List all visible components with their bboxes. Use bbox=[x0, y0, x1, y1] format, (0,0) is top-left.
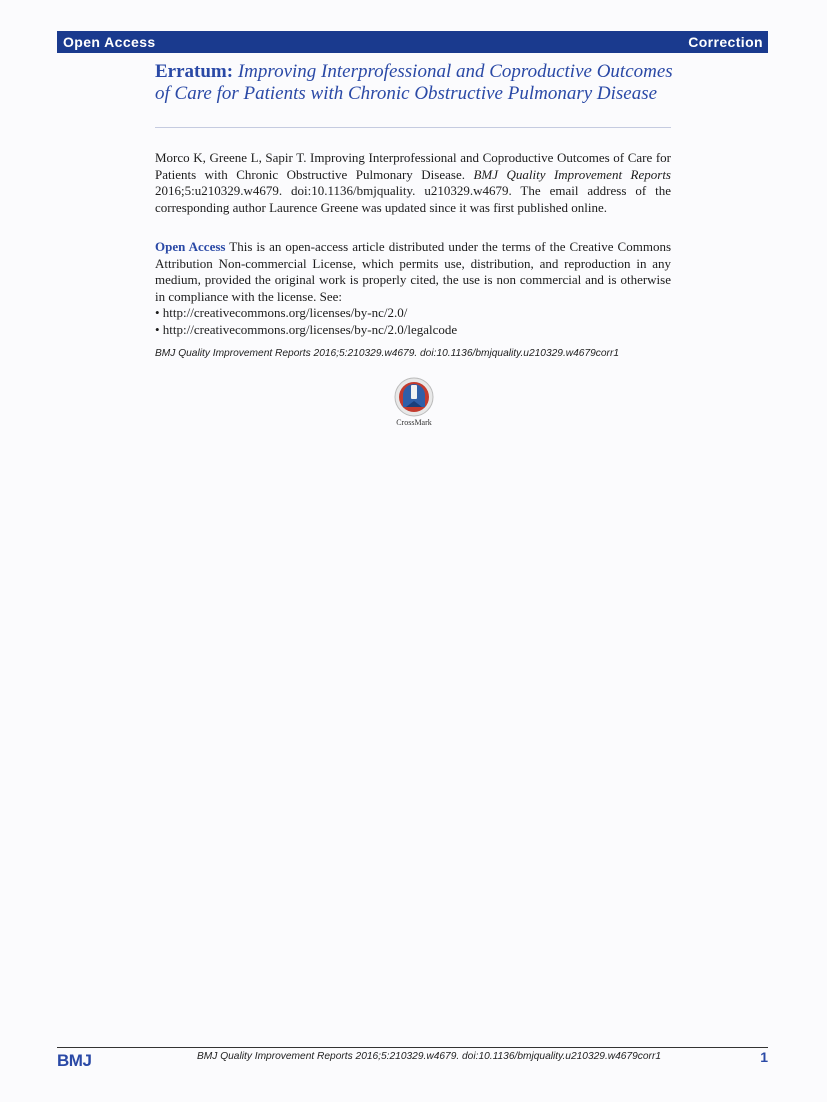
title-lead: Erratum: bbox=[155, 61, 234, 82]
article-title bbox=[155, 61, 675, 104]
footer-divider bbox=[57, 1047, 768, 1048]
open-access-heading: Open Access bbox=[155, 239, 226, 254]
citation-authors: Morco K, Greene L, Sapir T. Improving Interprofessional and Coproductive Outcomes of Care for Patients with Chronic Obstructive Pulmonary Disease. bbox=[155, 150, 671, 182]
bmj-logo: BMJ bbox=[57, 1051, 92, 1070]
open-access-label: Open Access bbox=[63, 34, 156, 50]
license-link[interactable]: • http://creativecommons.org/licenses/by-nc/2.0/ bbox=[155, 305, 408, 320]
crossmark-label: CrossMark bbox=[396, 418, 432, 427]
citation-paragraph bbox=[155, 150, 671, 216]
license-links bbox=[155, 305, 671, 338]
open-access-text: This is an open-access article distributed under the terms of the Creative Commons Attribution Non-commercial License, which permits use, distribution, and reproduction in any medium, provided the original work is properly cited, the use is non commercial and is otherwise in compliance with the license. See: bbox=[155, 239, 671, 304]
title-rest: Improving Interprofessional and Coproductive Outcomes of Care for Patients with Chronic Obstructive Pulmonary Disease bbox=[155, 61, 673, 104]
header-bar bbox=[57, 31, 768, 53]
open-access-paragraph bbox=[155, 239, 671, 305]
crossmark-icon bbox=[394, 377, 434, 417]
footer-citation: BMJ Quality Improvement Reports 2016;5:210329.w4679. doi:10.1136/bmjquality.u210329.w4679corr1 bbox=[197, 1051, 662, 1062]
section-label: Correction bbox=[688, 34, 763, 50]
citation-tail: 2016;5:u210329.w4679. doi:10.1136/bmjquality. u210329.w4679. The email address of the corresponding author Laurence Greene was updated since it was first published online. bbox=[155, 183, 671, 215]
crossmark-badge[interactable] bbox=[387, 377, 441, 429]
article-citation-line: BMJ Quality Improvement Reports 2016;5:210329.w4679. doi:10.1136/bmjquality.u210329.w4679corr1 bbox=[155, 348, 620, 359]
page-number: 1 bbox=[760, 1049, 768, 1065]
license-legalcode-link[interactable]: • http://creativecommons.org/licenses/by-nc/2.0/legalcode bbox=[155, 321, 458, 337]
citation-journal: BMJ Quality Improvement Reports bbox=[473, 166, 671, 182]
title-divider bbox=[155, 127, 671, 128]
